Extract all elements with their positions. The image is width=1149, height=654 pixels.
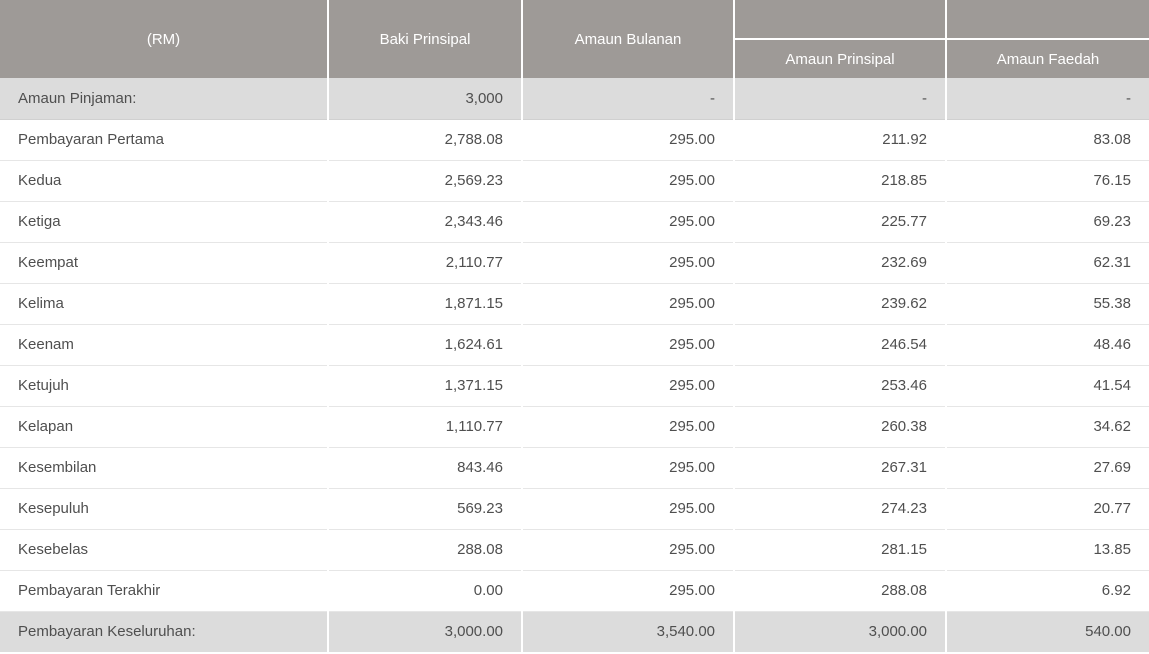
cell-interest-amount: 55.38	[946, 283, 1149, 324]
row-label: Kesepuluh	[0, 488, 328, 529]
cell-interest-amount: 34.62	[946, 406, 1149, 447]
table-row-total	[0, 611, 1149, 652]
table-row	[0, 160, 1149, 201]
table-row	[0, 365, 1149, 406]
cell-principal-amount: 3,000.00	[734, 611, 946, 652]
header-monthly-amount: Amaun Bulanan	[522, 0, 734, 78]
row-label: Keempat	[0, 242, 328, 283]
table-row	[0, 119, 1149, 160]
table-row	[0, 201, 1149, 242]
cell-principal-amount: -	[734, 78, 946, 119]
cell-monthly-amount: 295.00	[522, 406, 734, 447]
cell-interest-amount: 6.92	[946, 570, 1149, 611]
table-row	[0, 488, 1149, 529]
row-label: Kesebelas	[0, 529, 328, 570]
cell-monthly-amount: 295.00	[522, 242, 734, 283]
cell-principal-balance: 1,871.15	[328, 283, 522, 324]
table-row	[0, 570, 1149, 611]
table-header	[0, 0, 1149, 78]
cell-monthly-amount: 295.00	[522, 529, 734, 570]
cell-principal-balance: 2,569.23	[328, 160, 522, 201]
cell-principal-balance: 1,110.77	[328, 406, 522, 447]
cell-interest-amount: 62.31	[946, 242, 1149, 283]
cell-principal-balance: 0.00	[328, 570, 522, 611]
cell-principal-balance: 843.46	[328, 447, 522, 488]
cell-principal-amount: 274.23	[734, 488, 946, 529]
cell-interest-amount: 27.69	[946, 447, 1149, 488]
cell-principal-amount: 225.77	[734, 201, 946, 242]
cell-principal-amount: 288.08	[734, 570, 946, 611]
table-row	[0, 78, 1149, 119]
cell-principal-amount: 232.69	[734, 242, 946, 283]
cell-principal-balance: 1,624.61	[328, 324, 522, 365]
row-label: Ketujuh	[0, 365, 328, 406]
cell-interest-amount: 540.00	[946, 611, 1149, 652]
cell-interest-amount: -	[946, 78, 1149, 119]
row-label: Pembayaran Keseluruhan:	[0, 611, 328, 652]
row-label: Pembayaran Terakhir	[0, 570, 328, 611]
cell-principal-amount: 281.15	[734, 529, 946, 570]
cell-principal-amount: 218.85	[734, 160, 946, 201]
cell-interest-amount: 76.15	[946, 160, 1149, 201]
row-label: Keenam	[0, 324, 328, 365]
cell-interest-amount: 83.08	[946, 119, 1149, 160]
header-principal-balance: Baki Prinsipal	[328, 0, 522, 78]
cell-principal-balance: 2,343.46	[328, 201, 522, 242]
table-row	[0, 447, 1149, 488]
cell-principal-amount: 246.54	[734, 324, 946, 365]
table-row	[0, 324, 1149, 365]
header-currency: (RM)	[0, 0, 328, 78]
cell-monthly-amount: 295.00	[522, 160, 734, 201]
header-principal-amount: Amaun Prinsipal	[734, 39, 946, 78]
cell-monthly-amount: 295.00	[522, 324, 734, 365]
cell-principal-balance: 1,371.15	[328, 365, 522, 406]
cell-monthly-amount: 295.00	[522, 570, 734, 611]
table-row	[0, 283, 1149, 324]
cell-principal-amount: 260.38	[734, 406, 946, 447]
cell-monthly-amount: 295.00	[522, 201, 734, 242]
cell-principal-amount: 267.31	[734, 447, 946, 488]
row-label: Kelapan	[0, 406, 328, 447]
header-group-spacer-right	[946, 0, 1149, 39]
cell-monthly-amount: 3,540.00	[522, 611, 734, 652]
cell-monthly-amount: 295.00	[522, 119, 734, 160]
header-interest-amount: Amaun Faedah	[946, 39, 1149, 78]
row-label: Pembayaran Pertama	[0, 119, 328, 160]
cell-principal-balance: 3,000.00	[328, 611, 522, 652]
cell-monthly-amount: 295.00	[522, 365, 734, 406]
cell-interest-amount: 20.77	[946, 488, 1149, 529]
cell-principal-amount: 239.62	[734, 283, 946, 324]
header-group-spacer-left	[734, 0, 946, 39]
table-body	[0, 78, 1149, 652]
cell-interest-amount: 41.54	[946, 365, 1149, 406]
cell-interest-amount: 69.23	[946, 201, 1149, 242]
row-label: Ketiga	[0, 201, 328, 242]
cell-principal-balance: 288.08	[328, 529, 522, 570]
cell-principal-amount: 253.46	[734, 365, 946, 406]
cell-monthly-amount: 295.00	[522, 488, 734, 529]
header-row	[0, 0, 1149, 39]
cell-interest-amount: 13.85	[946, 529, 1149, 570]
row-label: Kesembilan	[0, 447, 328, 488]
table-row	[0, 406, 1149, 447]
row-label: Amaun Pinjaman:	[0, 78, 328, 119]
cell-principal-amount: 211.92	[734, 119, 946, 160]
row-label: Kelima	[0, 283, 328, 324]
cell-monthly-amount: 295.00	[522, 447, 734, 488]
cell-monthly-amount: 295.00	[522, 283, 734, 324]
table-row	[0, 529, 1149, 570]
cell-principal-balance: 569.23	[328, 488, 522, 529]
cell-monthly-amount: -	[522, 78, 734, 119]
cell-principal-balance: 2,110.77	[328, 242, 522, 283]
table-row	[0, 242, 1149, 283]
row-label: Kedua	[0, 160, 328, 201]
cell-interest-amount: 48.46	[946, 324, 1149, 365]
cell-principal-balance: 3,000	[328, 78, 522, 119]
cell-principal-balance: 2,788.08	[328, 119, 522, 160]
